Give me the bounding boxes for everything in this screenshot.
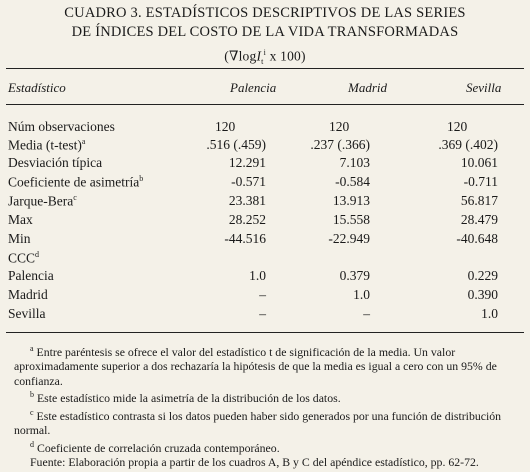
cell-palencia: 1.0 xyxy=(249,268,266,283)
table-row xyxy=(0,306,530,324)
cell-madrid: 7.103 xyxy=(339,155,370,170)
table-title-line-2: DE ÍNDICES DEL COSTO DE LA VIDA TRANSFORMADAS xyxy=(71,24,459,40)
table-row xyxy=(0,212,530,230)
cell-sevilla: -0.711 xyxy=(463,174,498,189)
cell-sevilla: 0.229 xyxy=(467,268,498,283)
table-row xyxy=(0,119,530,137)
cell-madrid: 15.558 xyxy=(332,212,370,227)
row-label: Núm observaciones xyxy=(8,119,115,134)
cell-madrid: -22.949 xyxy=(328,231,370,246)
cell-palencia: – xyxy=(259,306,266,321)
cell-palencia: -0.571 xyxy=(231,174,266,189)
row-label: Palencia xyxy=(8,268,54,283)
cell-sevilla: -40.648 xyxy=(456,231,498,246)
table-title-formula: (∇logI$_t^i$ x 100) xyxy=(224,48,306,67)
row-label: Coeficiente de asimetría$^b$ xyxy=(8,174,144,190)
table-row xyxy=(0,250,530,268)
table-row xyxy=(0,287,530,305)
header-sevilla: Sevilla xyxy=(466,80,502,95)
cell-sevilla: 10.061 xyxy=(460,155,498,170)
row-label: Jarque-Bera$^c$ xyxy=(8,193,77,209)
row-label: Max xyxy=(8,212,33,227)
row-label: Sevilla xyxy=(8,306,46,321)
header-palencia: Palencia xyxy=(230,80,277,95)
cell-palencia: 120 xyxy=(215,119,236,134)
cell-sevilla: 56.817 xyxy=(460,193,498,208)
table-row xyxy=(0,231,530,249)
cell-palencia: .516 (.459) xyxy=(206,137,266,152)
cell-palencia: – xyxy=(259,287,266,302)
footnote-d: $^d$ Coeficiente de correlación cruzada contemporáneo. xyxy=(30,439,280,455)
cell-palencia: -44.516 xyxy=(224,231,266,246)
cell-palencia: 23.381 xyxy=(228,193,266,208)
footnotes xyxy=(14,342,522,470)
cell-madrid: 0.379 xyxy=(339,268,370,283)
row-label: Media (t-test)$^a$ xyxy=(8,137,86,153)
table-row xyxy=(0,174,530,192)
header-madrid: Madrid xyxy=(348,80,387,95)
table-row xyxy=(0,155,530,173)
cell-sevilla: 1.0 xyxy=(481,306,498,321)
footnote-a: $^a$ Entre paréntesis se ofrece el valor del estadístico t de significación de la media. Un valor aproximadamente superior a dos rechazaría la hipótesis de que la media es igual a cero con un 95% de confianza. xyxy=(14,344,497,388)
bottom-rule xyxy=(6,332,524,333)
cell-palencia: 28.252 xyxy=(228,212,266,227)
cell-sevilla: 28.479 xyxy=(460,212,498,227)
cell-sevilla: 120 xyxy=(447,119,468,134)
row-label: Min xyxy=(8,231,31,246)
row-label: Madrid xyxy=(8,287,48,302)
cell-sevilla: .369 (.402) xyxy=(438,137,498,152)
cell-sevilla: 0.390 xyxy=(467,287,498,302)
footnote-b: $^b$ Este estadístico mide la asimetría de la distribución de los datos. xyxy=(30,390,341,406)
cell-madrid: 120 xyxy=(329,119,350,134)
row-label: CCC$^d$ xyxy=(8,250,40,266)
table-title-line-1: CUADRO 3. ESTADÍSTICOS DESCRIPTIVOS DE LAS SERIES xyxy=(64,5,466,21)
header-statistic: Estadístico xyxy=(8,80,66,95)
cell-madrid: .237 (.366) xyxy=(310,137,370,152)
table-row xyxy=(0,193,530,211)
cell-madrid: 13.913 xyxy=(332,193,370,208)
footnote-c: $^c$ Este estadístico contrasta si los datos pueden haber sido generados por una función de distribución normal. xyxy=(14,407,502,438)
top-rule xyxy=(6,68,524,69)
table-row xyxy=(0,268,530,286)
cell-palencia: 12.291 xyxy=(228,155,266,170)
row-label: Desviación típica xyxy=(8,155,103,170)
footnote-source: Fuente: Elaboración propia a partir de los cuadros A, B y C del apéndice estadístico, pp. 62-72. xyxy=(30,455,479,470)
cell-madrid: -0.584 xyxy=(335,174,370,189)
cell-madrid: – xyxy=(363,306,370,321)
header-rule xyxy=(6,104,524,105)
cell-madrid: 1.0 xyxy=(353,287,370,302)
table-row xyxy=(0,137,530,155)
